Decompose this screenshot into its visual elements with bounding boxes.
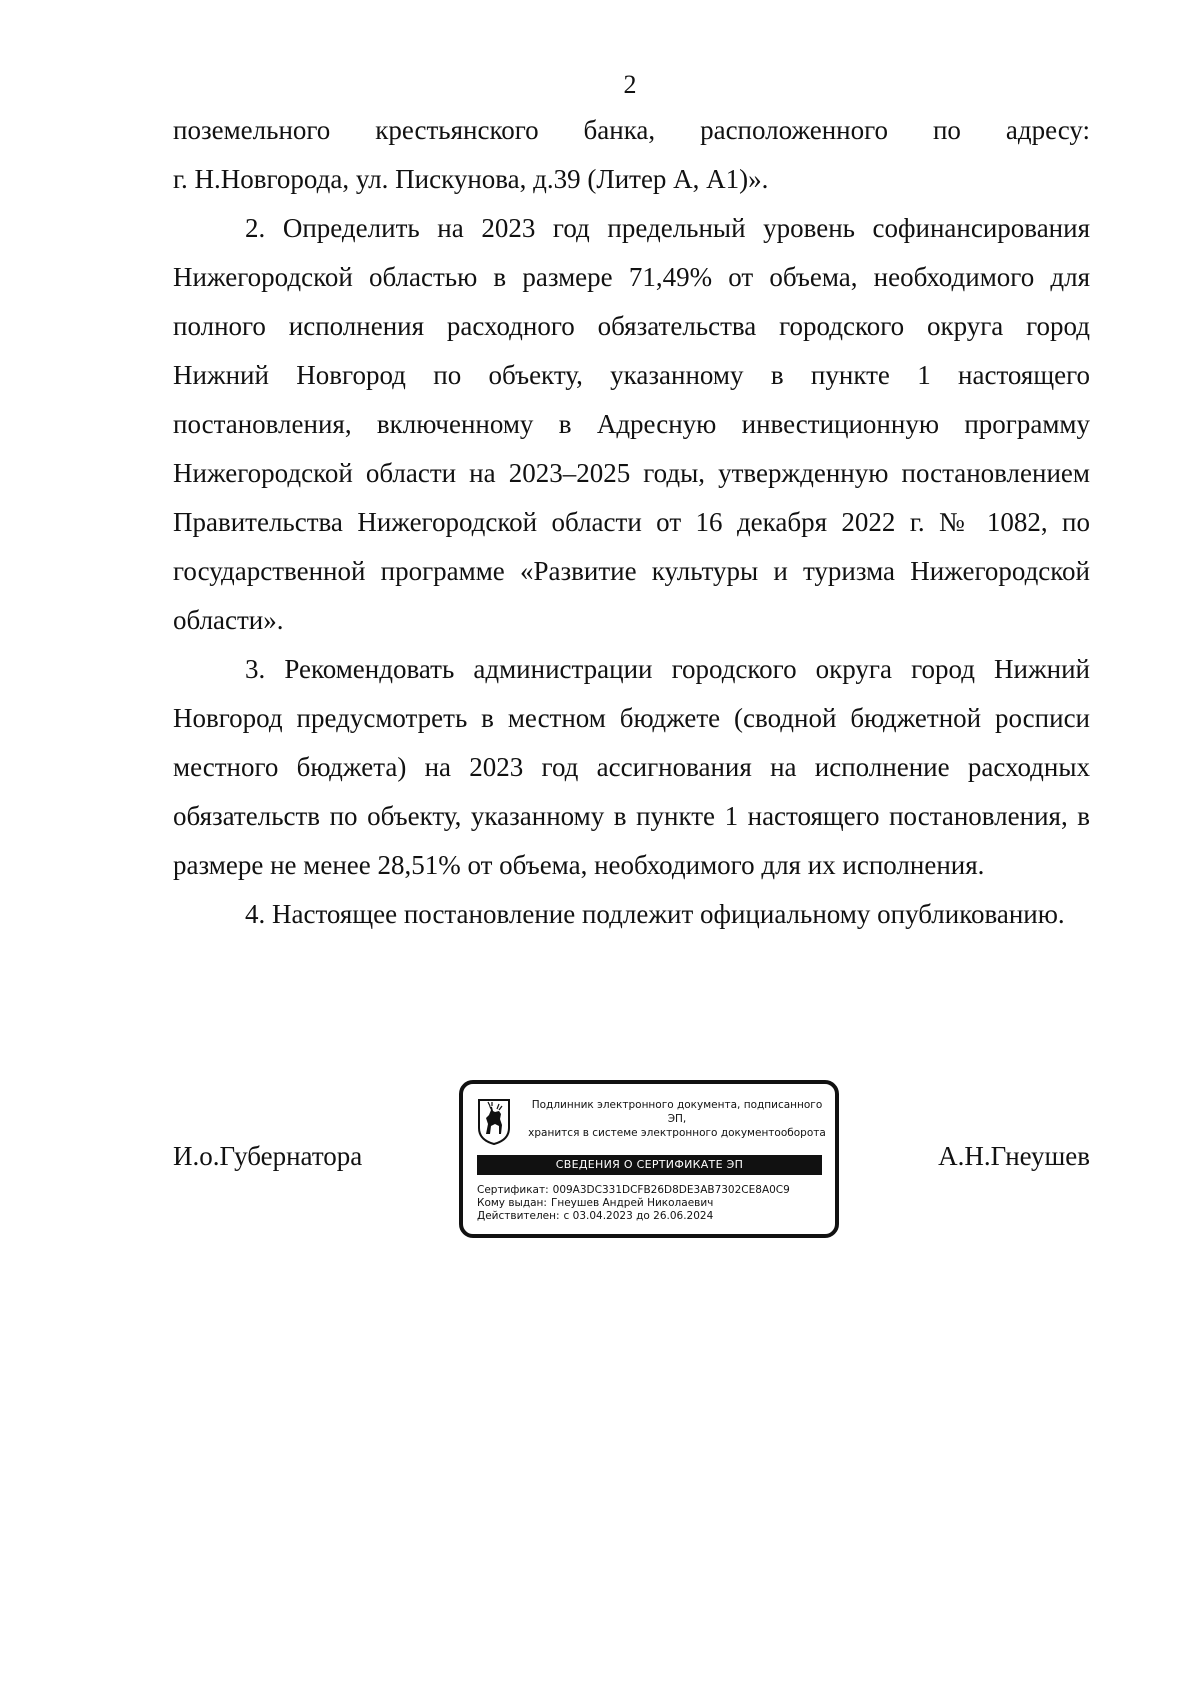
certificate-details (477, 1184, 827, 1223)
certificate-label: Сертификат: (477, 1184, 549, 1196)
validity-value: с 03.04.2023 до 26.06.2024 (563, 1210, 714, 1222)
paragraph-continuation-line2: г. Н.Новгорода, ул. Пискунова, д.39 (Литер А, А1)». (173, 164, 769, 194)
paragraph-item-3: 3. Рекомендовать администрации городского округа город Нижний Новгород предусмотреть в местном бюджете (сводной бюджетной росписи местного бюджета) на 2023 год ассигнования на исполнение расходных обязательств по объекту, указанному в пункте 1 настоящего постановления, в размере не менее 28,51% от объема, необходимого для их исполнения. (173, 654, 1090, 880)
document-body (173, 106, 1090, 939)
paragraph-continuation-line1: поземельного крестьянского банка, расположенного по адресу: (173, 115, 1090, 145)
paragraph-item-4: 4. Настоящее постановление подлежит официальному опубликованию. (245, 899, 1065, 929)
page-number: 2 (623, 70, 637, 99)
signer-position: И.о.Губернатора (173, 1141, 363, 1171)
paragraph-item-2: 2. Определить на 2023 год предельный уровень софинансирования Нижегородской областью в размере 71,49% от объема, необходимого для полного исполнения расходного обязательства городского округа город Нижний Новгород по объекту, указанному в пункте 1 настоящего постановления, включенному в Адресную инвестиционную программу Нижегородской области на 2023–2025 годы, утвержденную постановлением Правительства Нижегородской области от 16 декабря 2022 г. № 1082, по государственной программе «Развитие культуры и туризма Нижегородской области». (173, 213, 1090, 635)
certificate-value: 009A3DC331DCFB26D8DE3AB7302CE8A0C9 (552, 1184, 790, 1196)
validity-row (477, 1210, 827, 1223)
stamp-header-line1: Подлинник электронного документа, подписанного ЭП, (531, 1099, 823, 1125)
stamp-header-line2: хранится в системе электронного документооборота (528, 1127, 826, 1139)
signer-name: А.Н.Гнеушев (938, 1141, 1090, 1171)
stamp-header (521, 1098, 833, 1140)
issued-to-value: Гнеушев Андрей Николаевич (550, 1197, 714, 1209)
signature-block (0, 1070, 1200, 1240)
validity-label: Действителен: (477, 1210, 560, 1222)
issued-to-row (477, 1197, 827, 1210)
coat-of-arms-icon (477, 1098, 511, 1146)
issued-to-label: Кому выдан: (477, 1197, 547, 1209)
certificate-row (477, 1184, 827, 1197)
electronic-signature-stamp (459, 1080, 839, 1238)
certificate-title: СВЕДЕНИЯ О СЕРТИФИКАТЕ ЭП (477, 1155, 822, 1175)
